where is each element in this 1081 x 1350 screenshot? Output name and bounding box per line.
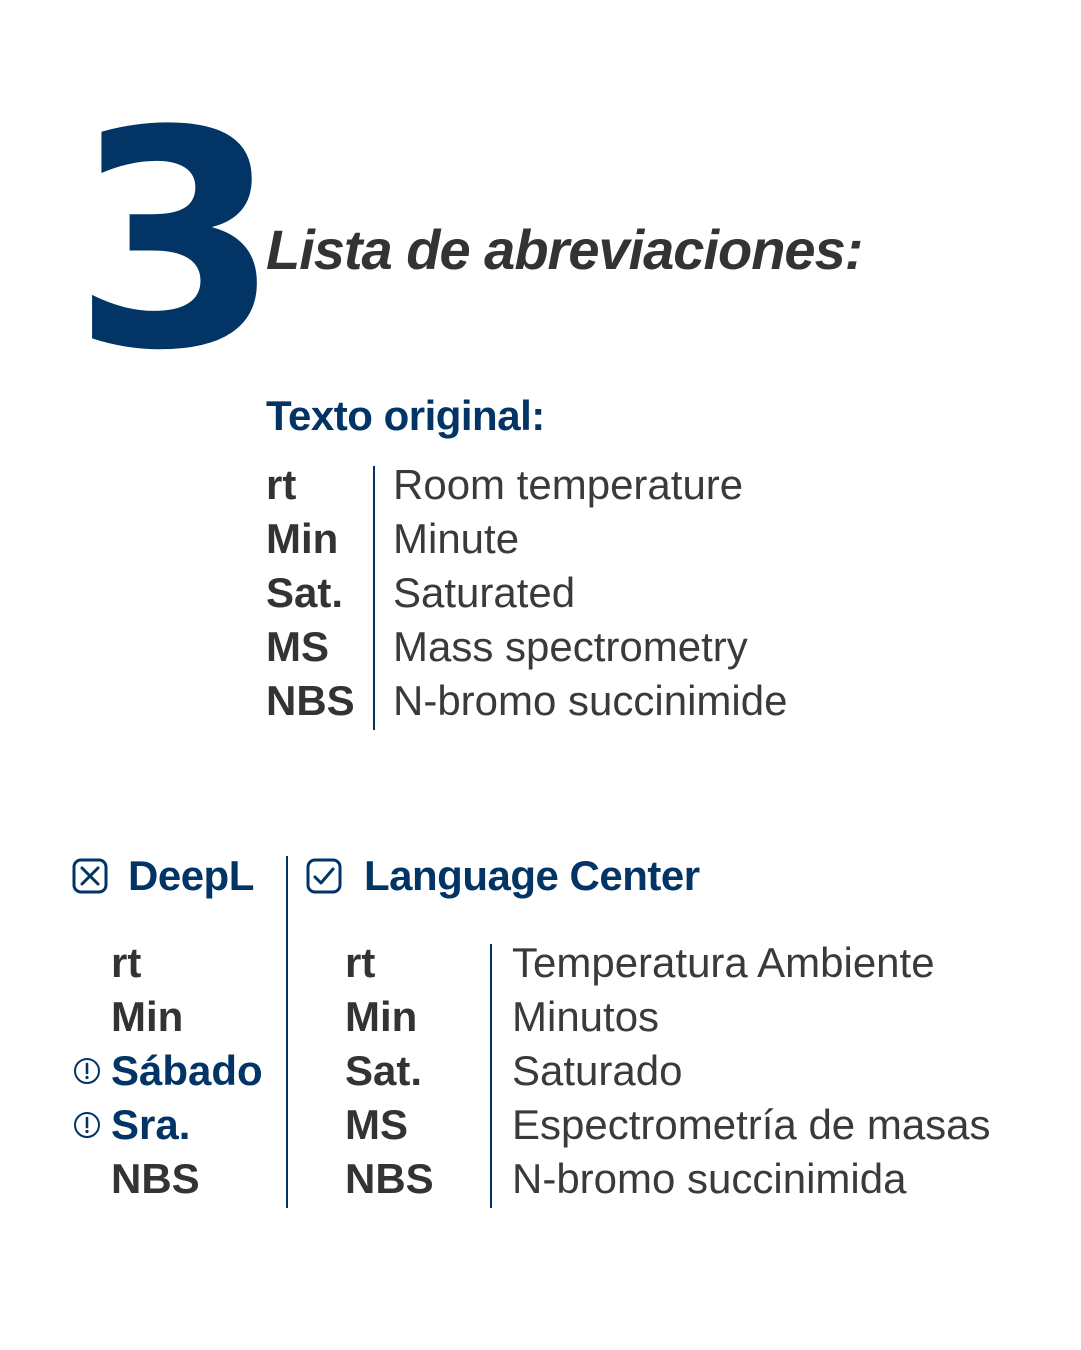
abbreviation-meaning: Minute bbox=[393, 515, 520, 562]
x-box-icon bbox=[72, 858, 108, 894]
deepl-term-incorrect: Sábado bbox=[111, 1047, 263, 1094]
translated-meaning: Minutos bbox=[512, 993, 660, 1040]
list-item bbox=[72, 936, 282, 990]
translated-meaning: Temperatura Ambiente bbox=[512, 939, 935, 986]
language-center-translation-table bbox=[345, 936, 1045, 1206]
language-center-label: Language Center bbox=[364, 852, 700, 899]
deepl-term: NBS bbox=[111, 1155, 200, 1202]
translated-meaning: Saturado bbox=[512, 1047, 683, 1094]
warning-icon bbox=[73, 1111, 101, 1139]
original-abbreviation-table bbox=[266, 458, 966, 728]
deepl-term: Min bbox=[111, 993, 184, 1040]
abbreviation: rt bbox=[345, 939, 376, 986]
abbreviation: rt bbox=[266, 461, 297, 508]
abbreviation: MS bbox=[266, 623, 329, 670]
abbreviation-meaning: N-bromo succinimide bbox=[393, 677, 788, 724]
step-number: 3 bbox=[72, 67, 281, 416]
list-item bbox=[72, 1152, 282, 1206]
table-row bbox=[266, 674, 966, 728]
abbreviation: NBS bbox=[266, 677, 355, 724]
abbreviation-meaning: Mass spectrometry bbox=[393, 623, 748, 670]
original-text-heading: Texto original: bbox=[266, 392, 545, 439]
table-row bbox=[266, 620, 966, 674]
abbreviation: Min bbox=[345, 993, 418, 1040]
language-center-header bbox=[306, 850, 700, 902]
deepl-translation-list bbox=[72, 936, 282, 1206]
table-row bbox=[345, 1044, 1045, 1098]
table-row bbox=[266, 458, 966, 512]
table-row bbox=[345, 990, 1045, 1044]
table-row bbox=[345, 1098, 1045, 1152]
abbreviation: Sat. bbox=[345, 1047, 423, 1094]
abbreviation: MS bbox=[345, 1101, 408, 1148]
abbreviation: Min bbox=[266, 515, 339, 562]
table-row bbox=[345, 1152, 1045, 1206]
abbreviation-meaning: Room temperature bbox=[393, 461, 744, 508]
deepl-term: rt bbox=[111, 939, 142, 986]
translated-meaning: Espectrometría de masas bbox=[512, 1101, 991, 1148]
abbreviation-meaning: Saturated bbox=[393, 569, 576, 616]
deepl-header bbox=[72, 850, 254, 902]
deepl-term-incorrect: Sra. bbox=[111, 1101, 191, 1148]
warning-icon bbox=[73, 1057, 101, 1085]
table-row bbox=[266, 566, 966, 620]
abbreviation: Sat. bbox=[266, 569, 344, 616]
list-item bbox=[72, 1098, 282, 1152]
list-item bbox=[72, 1044, 282, 1098]
deepl-label: DeepL bbox=[128, 852, 254, 899]
list-item bbox=[72, 990, 282, 1044]
table-row bbox=[266, 512, 966, 566]
translated-meaning: N-bromo succinimida bbox=[512, 1155, 907, 1202]
abbreviation: NBS bbox=[345, 1155, 434, 1202]
page-title: Lista de abreviaciones: bbox=[266, 218, 863, 281]
column-divider bbox=[286, 856, 288, 1208]
check-box-icon bbox=[306, 858, 342, 894]
table-row bbox=[345, 936, 1045, 990]
